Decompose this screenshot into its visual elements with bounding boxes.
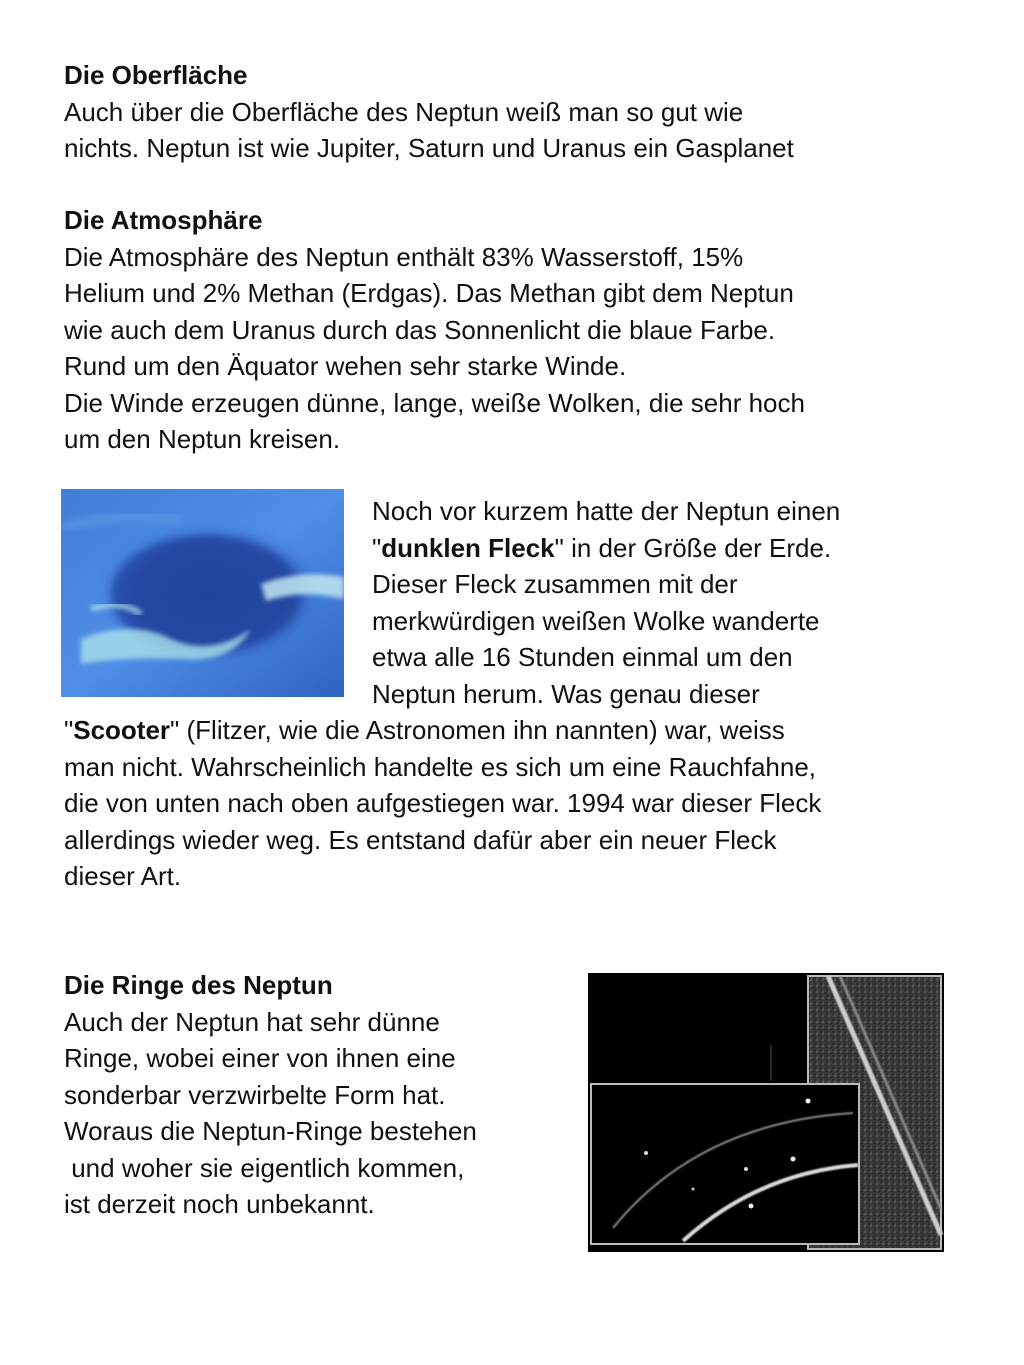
text-line: Rund um den Äquator wehen sehr starke Winde.	[64, 351, 627, 381]
quote-mark: "	[64, 715, 74, 745]
text-fragment: " in der Größe der Erde.	[554, 532, 832, 563]
bold-term-scooter: Scooter	[73, 715, 171, 745]
text-line: dieser Art.	[64, 861, 182, 891]
text-line: um den Neptun kreisen.	[64, 424, 341, 454]
text-line: Woraus die Neptun-Ringe bestehen	[64, 1116, 477, 1146]
text-line: die von unten nach oben aufgestiegen war. 1994 war dieser Fleck	[64, 788, 822, 818]
section-atmosphere	[64, 202, 964, 458]
heading-atmosphere: Die Atmosphäre	[64, 205, 263, 235]
text-line: nichts. Neptun ist wie Jupiter, Saturn und Uranus ein Gasplanet	[64, 133, 794, 163]
text-line: Auch der Neptun hat sehr dünne	[64, 1006, 440, 1037]
text-line: ist derzeit noch unbekannt.	[64, 1189, 375, 1219]
text-line: Die Winde erzeugen dünne, lange, weiße Wolken, die sehr hoch	[64, 387, 805, 418]
quote-mark: "	[372, 532, 382, 563]
text-line: und woher sie eigentlich kommen,	[64, 1152, 465, 1183]
text-line: Helium und 2% Methan (Erdgas). Das Methan gibt dem Neptun	[64, 278, 794, 308]
text-line: allerdings wieder weg. Es entstand dafür aber ein neuer Fleck	[64, 824, 777, 855]
text-line: man nicht. Wahrscheinlich handelte es sich um eine Rauchfahne,	[64, 751, 817, 782]
text-line: etwa alle 16 Stunden einmal um den	[372, 642, 793, 672]
text-line: Dieser Fleck zusammen mit der	[372, 569, 738, 599]
heading-surface: Die Oberfläche	[64, 60, 248, 90]
dark-spot-text-side	[372, 493, 972, 712]
dark-spot-text-full	[64, 712, 984, 895]
section-rings	[64, 967, 564, 1223]
text-line: Auch über die Oberfläche des Neptun weiß man so gut wie	[64, 96, 744, 127]
text-line: Noch vor kurzem hatte der Neptun einen	[372, 496, 841, 526]
text-line	[372, 530, 972, 567]
text-line: Ringe, wobei einer von ihnen eine	[64, 1043, 456, 1073]
text-line	[64, 712, 984, 749]
neptune-rings-image	[588, 973, 944, 1252]
section-surface	[64, 57, 964, 167]
text-line: Neptun herum. Was genau dieser	[372, 678, 760, 709]
text-line: Die Atmosphäre des Neptun enthält 83% Wasserstoff, 15%	[64, 241, 744, 272]
neptune-dark-spot-image	[61, 489, 344, 697]
bold-term-dark-spot: dunklen Fleck	[381, 532, 555, 563]
heading-rings: Die Ringe des Neptun	[64, 970, 333, 1000]
text-line: merkwürdigen weißen Wolke wanderte	[372, 605, 820, 636]
text-line: sonderbar verzwirbelte Form hat.	[64, 1079, 446, 1110]
text-fragment: " (Flitzer, wie die Astronomen ihn nannten) war, weiss	[170, 715, 785, 745]
text-line: wie auch dem Uranus durch das Sonnenlicht die blaue Farbe.	[64, 314, 776, 345]
